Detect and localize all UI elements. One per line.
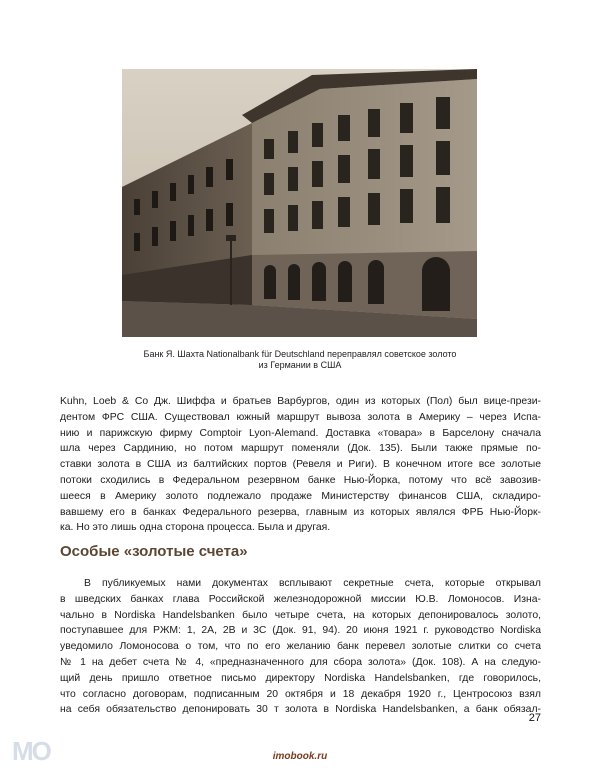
text-line: что согласно договорам, подписанным 20 октября и 18 декабря 1920 г., Центросоюз взял: [60, 688, 541, 700]
caption-line: из Германии в США: [258, 360, 342, 370]
bank-building-photo: [122, 69, 477, 337]
text-line: Kuhn, Loeb & Co Дж. Шиффа и братьев Варбургов, один из которых (Пол) был вице-прези-: [60, 396, 541, 407]
text-line: уведомило Ломоносова о том, что по его желанию банк перевел золотые слитки со счета: [60, 641, 541, 653]
text-line: В публикуемых нами документах всплывают секретные счета, которые открывал: [84, 578, 541, 589]
text-line: ка. Но это лишь одна сторона процесса. Была и другая.: [60, 522, 331, 534]
text-line: шееся в Америку золото подлежало продаже Министерству финансов США, складиро-: [60, 490, 541, 502]
text-line: № 1 на дебет счета № 4, «предназначенного для сбора золота» (Док. 108). А на следую-: [60, 656, 541, 668]
text-line: щий день пришло ответное письмо директору Nordiska Handelsbanken, где говорилось,: [60, 672, 541, 684]
text-line: вавшему его в банках Федерального резерва, главным из которых являлся ФРБ Нью-Йорк-: [60, 506, 541, 518]
paragraph-main: [60, 394, 541, 536]
text-line: дентом ФРС США. Существовал южный маршрут вывоза золота в Америку – через Испа-: [60, 411, 541, 423]
text-line: чально в Nordiska Handelsbanken было четыре счета, на которых депонировалось золото,: [60, 609, 541, 621]
publisher-site-link[interactable]: imobook.ru: [272, 751, 328, 762]
caption-line: Банк Я. Шахта Nationalbank für Deutschland переправлял советское золото: [143, 349, 457, 359]
text-line: на себя обязательство депонировать 30 т золота в Nordiska Handelsbanken, а банк обязал-: [60, 704, 541, 716]
photo-caption: [100, 349, 500, 371]
publisher-logo-icon: МО: [12, 736, 50, 766]
page-number: 27: [528, 712, 541, 724]
text-line: ставки золота в США из балтийских портов (Ревеля и Риги). В конечном итоге все золотые: [60, 459, 541, 471]
building-illustration: [122, 69, 477, 337]
text-line: нию и парижскую фирму Comptoir Lyon-Alemand. Доставка «товара» в Барселону сначала: [60, 427, 541, 439]
text-line: поступавшее для РЖМ: 1, 2А, 2В и 3С (Док. 91, 94). 20 июня 1921 г. руководство Nordiska: [60, 625, 541, 637]
section-heading: Особые «золотые счета»: [60, 543, 248, 560]
paragraph-gold-accounts: [60, 576, 541, 718]
text-line: в шведских банках глава Российской железнодорожной миссии Ю.В. Ломоносов. Изна-: [60, 593, 541, 605]
text-line: потоки сходились в Федеральном резервном банке Нью-Йорка, потому что всё завозив-: [60, 474, 541, 486]
text-line: шла через Сардинию, но потом маршрут поменяли (Док. 135). Были также прямые по-: [60, 443, 541, 455]
